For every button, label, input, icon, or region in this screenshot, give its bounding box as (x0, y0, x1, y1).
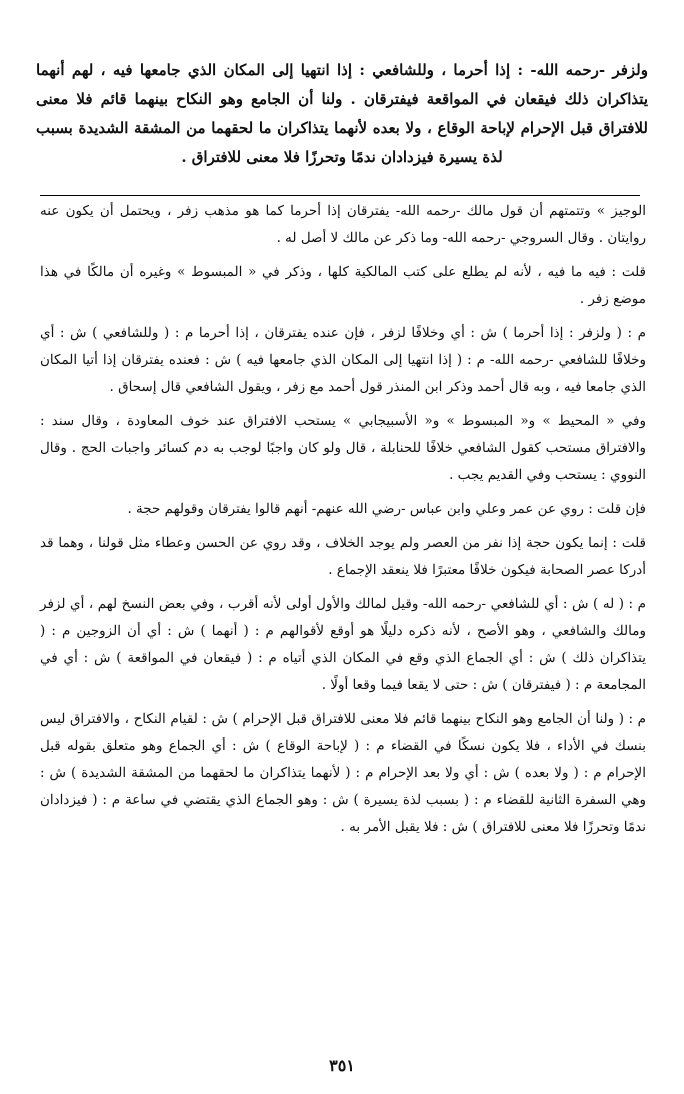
commentary-paragraph: قلت : إنما يكون حجة إذا نفر من العصر ولم يوجد الخلاف ، وقد روي عن الحسن وعطاء مثل قولنا ، وهما قد أدركا عصر الصحابة فيكون خلافًا معتبرًا فلا ينعقد الإجماع . (40, 535, 646, 578)
main-text: ولزفر -رحمه الله- : إذا أحرما ، وللشافعي : إذا انتهيا إلى المكان الذي جامعها فيه ، لهم أنهما يتذاكران ذلك فيقعان في المواقعة فيفترقان . ولنا أن الجامع وهو النكاح بينهما قائم فلا معنى للافتراق قبل الإحرام لإباحة الوقاع ، ولا بعده لأنهما يتذاكران ما لحقهما من المشقة الشديدة بسبب لذة يسيرة فيزدادان ندمًا وتحرزًا فلا معنى للافتراق . (36, 61, 648, 166)
commentary-paragraph: الوجيز » وتتمتهم أن قول مالك -رحمه الله- يفترقان إذا أحرما كما هو مذهب زفر ، ويحتمل أن يكون عنه روايتان . وقال السروجي -رحمه الله- وما ذكر عن مالك لا أصل له . (40, 203, 646, 246)
commentary-paragraph: م : ( ولنا أن الجامع وهو النكاح بينهما قائم فلا معنى للافتراق قبل الإحرام ) ش : لقيام النكاح ، والافتراق ليس بنسك في الأداء ، فلا يكون نسكًا في القضاء م : ( لإباحة الوقاع ) ش : أي الجماع وهو متعلق بقوله قبل الإحرام م : ( ولا بعده ) ش : أي ولا بعد الإحرام م : ( لأنهما يتذاكران ما لحقهما من المشقة الشديدة ) ش : وهي السفرة الثانية للقضاء م : ( بسبب لذة يسيرة ) ش : وهو الجماع الذي يقتضي في ساعة م : ( فيزدادان ندمًا وتحرزًا فلا معنى للافتراق ) ش : فلا يقبل الأمر به . (40, 711, 646, 835)
commentary-paragraph: فإن قلت : روي عن عمر وعلي وابن عباس -رضي الله عنهم- أنهم قالوا يفترقان وقولهم حجة . (127, 501, 646, 517)
commentary-paragraph: وفي « المحيط » و« المبسوط » و« الأسبيجابي » يستحب الافتراق عند خوف المعاودة ، وقال سند : والافتراق مستحب كقول الشافعي خلافًا للحنابلة ، قال ولو كان واجبًا لوجب به دم كسائر واجبات الحج . وقال النووي : يستحب وفي القديم يجب . (40, 413, 646, 483)
footnote-divider (40, 195, 640, 196)
commentary-paragraph: قلت : فيه ما فيه ، لأنه لم يطلع على كتب المالكية كلها ، وذكر في « المبسوط » وغيره أن مالكًا في هذا موضع زفر . (40, 264, 646, 307)
commentary-paragraph: م : ( له ) ش : أي للشافعي -رحمه الله- وقيل لمالك والأول أولى لأنه أقرب ، وفي بعض النسخ لهم ، أي لزفر ومالك والشافعي ، وهو الأصح ، لأنه ذكره دليلًا هو أوقع لأقوالهم م : ( أنهما ) ش : أي أن الزوجين م : ( يتذاكران ذلك ) ش : أي الجماع الذي وقع في المكان الذي أتياه م : ( فيقعان في المواقعة ) ش : أي في المجامعة م : ( فيفترقان ) ش : حتى لا يقعا فيما وقعا أولًا . (40, 596, 646, 693)
commentary-section (40, 198, 646, 848)
page-number: ٣٥١ (329, 1056, 355, 1075)
commentary-paragraph: م : ( ولزفر : إذا أحرما ) ش : أي وخلافًا لزفر ، فإن عنده يفترقان ، إذا أحرما م : ( وللشافعي ) ش : أي وخلافًا للشافعي -رحمه الله- م : ( إذا انتهيا إلى المكان الذي جامعها فيه ) ش : فعنده يفترقان إذا أتيا المكان الذي جامعا فيه ، وبه قال أحمد وذكر ابن المنذر قول أحمد مع زفر ، ويقول الشافعي قال إسحاق . (40, 325, 646, 395)
